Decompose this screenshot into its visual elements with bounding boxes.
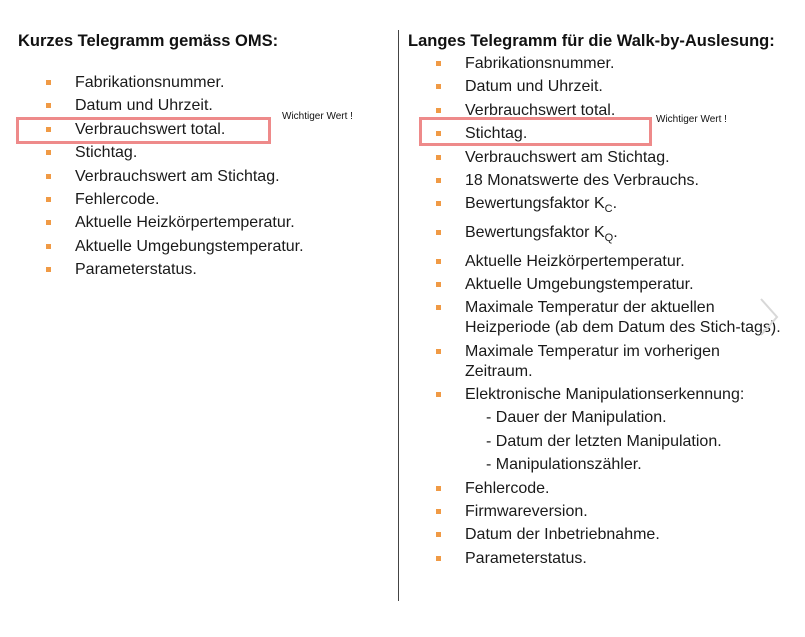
bullet-icon xyxy=(436,282,441,287)
kc-subscript: C xyxy=(604,203,613,216)
list-item: Verbrauchswert am Stichtag. xyxy=(18,167,388,187)
bullet-icon xyxy=(436,349,441,354)
list-item: Maximale Temperatur im vorherigen Zeitraum. xyxy=(408,342,788,382)
bullet-icon xyxy=(46,150,51,155)
list-item: 18 Monatswerte des Verbrauchs. xyxy=(408,171,788,191)
kq-subscript: Q xyxy=(604,232,614,245)
list-item: Maximale Temperatur der aktuellen Heizperiode (ab dem Datum des Stich-tags). xyxy=(408,298,788,338)
bullet-icon xyxy=(436,84,441,89)
list-item: Verbrauchswert am Stichtag. xyxy=(408,148,788,168)
bullet-icon xyxy=(436,532,441,537)
short-telegram-column xyxy=(18,32,388,284)
list-item: Bewertungsfaktor $K_Q$. xyxy=(408,223,788,248)
highlight-box-right xyxy=(419,117,652,146)
bullet-icon xyxy=(46,174,51,179)
list-item: Datum und Uhrzeit. xyxy=(18,96,388,116)
list-item: Elektronische Manipulationserkennung: - Dauer der Manipulation. - Datum der letzten Manipulation. - Manipulationszähler. xyxy=(408,385,788,475)
bullet-icon xyxy=(436,509,441,514)
list-item: Fabrikationsnummer. xyxy=(408,54,788,74)
list-item: Aktuelle Umgebungstemperatur. xyxy=(408,275,788,295)
long-telegram-column xyxy=(408,32,788,572)
short-telegram-title: Kurzes Telegramm gemäss OMS: xyxy=(18,32,279,50)
long-telegram-title: Langes Telegramm für die Walk-by-Auslesung: xyxy=(408,32,775,50)
list-item: Datum der Inbetriebnahme. xyxy=(408,525,788,545)
bullet-icon xyxy=(436,108,441,113)
list-item: Aktuelle Heizkörpertemperatur. xyxy=(18,213,388,233)
bullet-icon xyxy=(436,486,441,491)
bullet-icon xyxy=(436,201,441,206)
bullet-icon xyxy=(436,230,441,235)
list-item: Fehlercode. xyxy=(18,190,388,210)
sub-list-item: - Manipulationszähler. xyxy=(486,456,642,474)
chevron-right-icon[interactable] xyxy=(758,297,780,337)
important-value-note-right: Wichtiger Wert ! xyxy=(656,114,727,125)
bullet-icon xyxy=(46,197,51,202)
bullet-icon xyxy=(46,103,51,108)
list-item: Verbrauchswert total. xyxy=(408,101,788,121)
list-item: Parameterstatus. xyxy=(408,549,788,569)
bullet-icon xyxy=(436,305,441,310)
bullet-icon xyxy=(436,556,441,561)
bullet-icon xyxy=(436,178,441,183)
list-item: Fabrikationsnummer. xyxy=(18,73,388,93)
highlight-box-left xyxy=(16,117,271,144)
sub-list-item: - Dauer der Manipulation. xyxy=(486,409,667,427)
short-telegram-list xyxy=(18,73,388,280)
column-divider xyxy=(398,30,399,601)
bullet-icon xyxy=(436,392,441,397)
bullet-icon xyxy=(46,244,51,249)
list-item: Verbrauchswert total. xyxy=(18,120,388,140)
list-item: Parameterstatus. xyxy=(18,260,388,280)
list-item: Datum und Uhrzeit. xyxy=(408,77,788,97)
list-item: Aktuelle Umgebungstemperatur. xyxy=(18,237,388,257)
bullet-icon xyxy=(46,80,51,85)
list-item: Aktuelle Heizkörpertemperatur. xyxy=(408,252,788,272)
list-item: Bewertungsfaktor $K_C$. xyxy=(408,194,788,219)
bullet-icon xyxy=(436,259,441,264)
list-item: Fehlercode. xyxy=(408,479,788,499)
list-item: Firmwareversion. xyxy=(408,502,788,522)
important-value-note-left: Wichtiger Wert ! xyxy=(282,111,353,122)
list-item: Stichtag. xyxy=(18,143,388,163)
bullet-icon xyxy=(436,155,441,160)
sub-list-item: - Datum der letzten Manipulation. xyxy=(486,432,722,450)
bullet-icon xyxy=(46,220,51,225)
bullet-icon xyxy=(436,61,441,66)
bullet-icon xyxy=(46,267,51,272)
list-item: Stichtag. xyxy=(408,124,788,144)
